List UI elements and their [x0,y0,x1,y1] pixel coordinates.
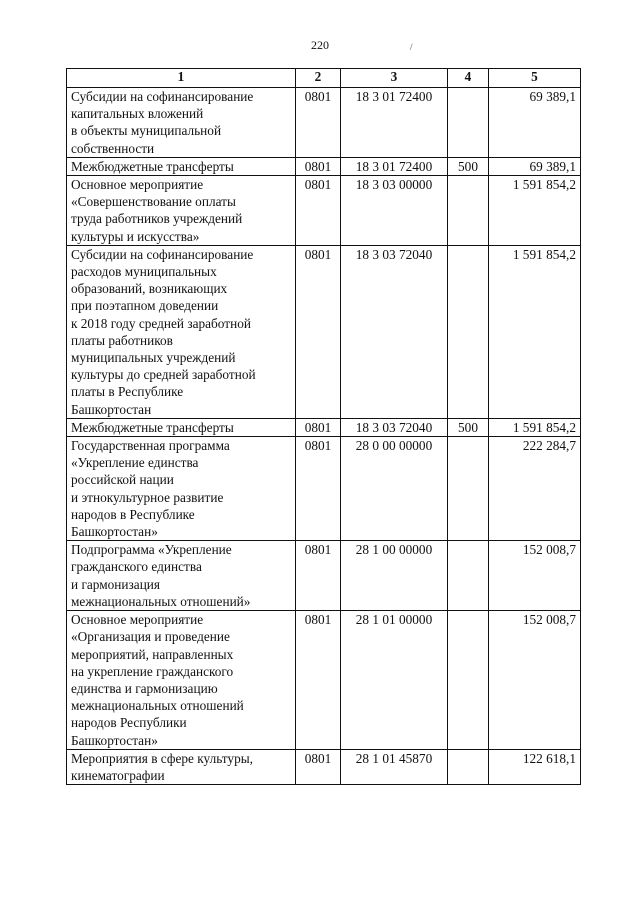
row-code-cell: 28 0 00 00000 [341,437,448,541]
row-section-cell: 0801 [296,611,341,750]
row-name-line: народов Республики [71,715,187,731]
row-name-line: Субсидии на софинансирование [71,89,254,104]
row-amount-cell: 152 008,7 [489,541,581,611]
budget-table [66,68,581,785]
table-row [67,541,581,611]
row-code-cell: 28 1 01 00000 [341,611,448,750]
row-name-line: и гармонизация [71,576,161,592]
table-row [67,88,581,158]
row-name-line: и этнокультурное развитие [71,489,224,505]
row-name-line: при поэтапном доведении [71,298,219,314]
row-type-cell: 500 [448,418,489,436]
row-name-cell [67,157,296,175]
row-amount-cell: 1 591 854,2 [489,418,581,436]
row-name-line: Башкортостан» [71,524,158,540]
row-code-cell: 28 1 01 45870 [341,749,448,784]
header-cell-section: 2 [296,69,341,88]
row-type-cell: 500 [448,157,489,175]
row-amount-cell: 222 284,7 [489,437,581,541]
row-name-cell [67,749,296,784]
page-number: 220 [311,38,329,52]
header-cell-name: 1 [67,69,296,88]
row-name-line: муниципальных учреждений [71,350,236,366]
row-name-line: Межбюджетные трансферты [71,419,234,435]
row-name-line: культуры и искусства» [71,228,200,244]
row-code-cell: 18 3 01 72400 [341,88,448,158]
row-section-cell: 0801 [296,245,341,418]
row-name-line: капитальных вложений [71,106,204,122]
row-name-line: народов в Республике [71,506,195,522]
row-name-line: «Совершенствование оплаты [71,194,236,210]
row-name-line: гражданского единства [71,559,202,575]
row-code-cell: 28 1 00 00000 [341,541,448,611]
row-name-line: Межбюджетные трансферты [71,158,234,174]
row-name-line: Основное мероприятие [71,177,204,193]
row-name-line: культуры до средней заработной [71,367,256,383]
row-section-cell: 0801 [296,541,341,611]
header-row [67,69,581,88]
row-amount-cell: 69 389,1 [489,157,581,175]
row-name-line: Субсидии на софинансирование [71,246,254,262]
row-code-cell: 18 3 01 72400 [341,157,448,175]
table-body [67,88,581,785]
row-name-cell [67,176,296,246]
row-name-line: платы работников [71,332,173,348]
row-code-cell: 18 3 03 00000 [341,176,448,246]
row-section-cell: 0801 [296,176,341,246]
table-row [67,176,581,246]
row-name-cell [67,611,296,750]
row-type-cell [448,541,489,611]
row-amount-cell: 152 008,7 [489,611,581,750]
row-name-line: Основное мероприятие [71,612,204,628]
row-amount-cell: 122 618,1 [489,749,581,784]
row-name-cell [67,541,296,611]
row-name-line: единства и гармонизацию [71,680,218,696]
header-cell-code: 3 [341,69,448,88]
row-code-cell: 18 3 03 72040 [341,418,448,436]
row-section-cell: 0801 [296,418,341,436]
table-row [67,245,581,418]
row-name-line: труда работников учреждений [71,211,243,227]
row-section-cell: 0801 [296,88,341,158]
row-name-line: собственности [71,140,155,156]
row-amount-cell: 1 591 854,2 [489,245,581,418]
row-name-line: расходов муниципальных [71,264,217,280]
row-name-line: на укрепление гражданского [71,663,234,679]
row-name-line: межнациональных отношений» [71,593,251,609]
row-name-line: мероприятий, направленных [71,646,234,662]
row-name-line: «Организация и проведение [71,629,230,645]
row-name-line: Мероприятия в сфере культуры, [71,750,253,766]
row-name-cell [67,418,296,436]
row-type-cell [448,88,489,158]
row-name-line: в объекты муниципальной [71,123,222,139]
row-amount-cell: 1 591 854,2 [489,176,581,246]
row-name-line: Государственная программа [71,438,230,454]
row-name-line: кинематографии [71,767,165,783]
row-name-line: российской нации [71,472,174,488]
row-name-line: к 2018 году средней заработной [71,315,251,331]
row-name-cell [67,88,296,158]
row-name-line: Подпрограмма «Укрепление [71,542,232,558]
row-type-cell [448,176,489,246]
row-name-line: Башкортостан [71,401,152,417]
table-row [67,749,581,784]
row-name-line: межнациональных отношений [71,698,244,714]
row-name-line: Башкортостан» [71,732,158,748]
row-name-cell [67,437,296,541]
table-row [67,611,581,750]
row-type-cell [448,437,489,541]
table-row [67,437,581,541]
row-section-cell: 0801 [296,157,341,175]
row-name-line: образований, возникающих [71,281,228,297]
header-cell-amount: 5 [489,69,581,88]
row-amount-cell: 69 389,1 [489,88,581,158]
row-type-cell [448,749,489,784]
row-name-line: «Укрепление единства [71,455,199,471]
header-cell-type: 4 [448,69,489,88]
row-section-cell: 0801 [296,749,341,784]
row-name-cell [67,245,296,418]
row-name-line: платы в Республике [71,384,184,400]
row-section-cell: 0801 [296,437,341,541]
stray-mark: / [410,42,413,52]
row-type-cell [448,611,489,750]
row-code-cell: 18 3 03 72040 [341,245,448,418]
table-row [67,418,581,436]
row-type-cell [448,245,489,418]
table-row [67,157,581,175]
